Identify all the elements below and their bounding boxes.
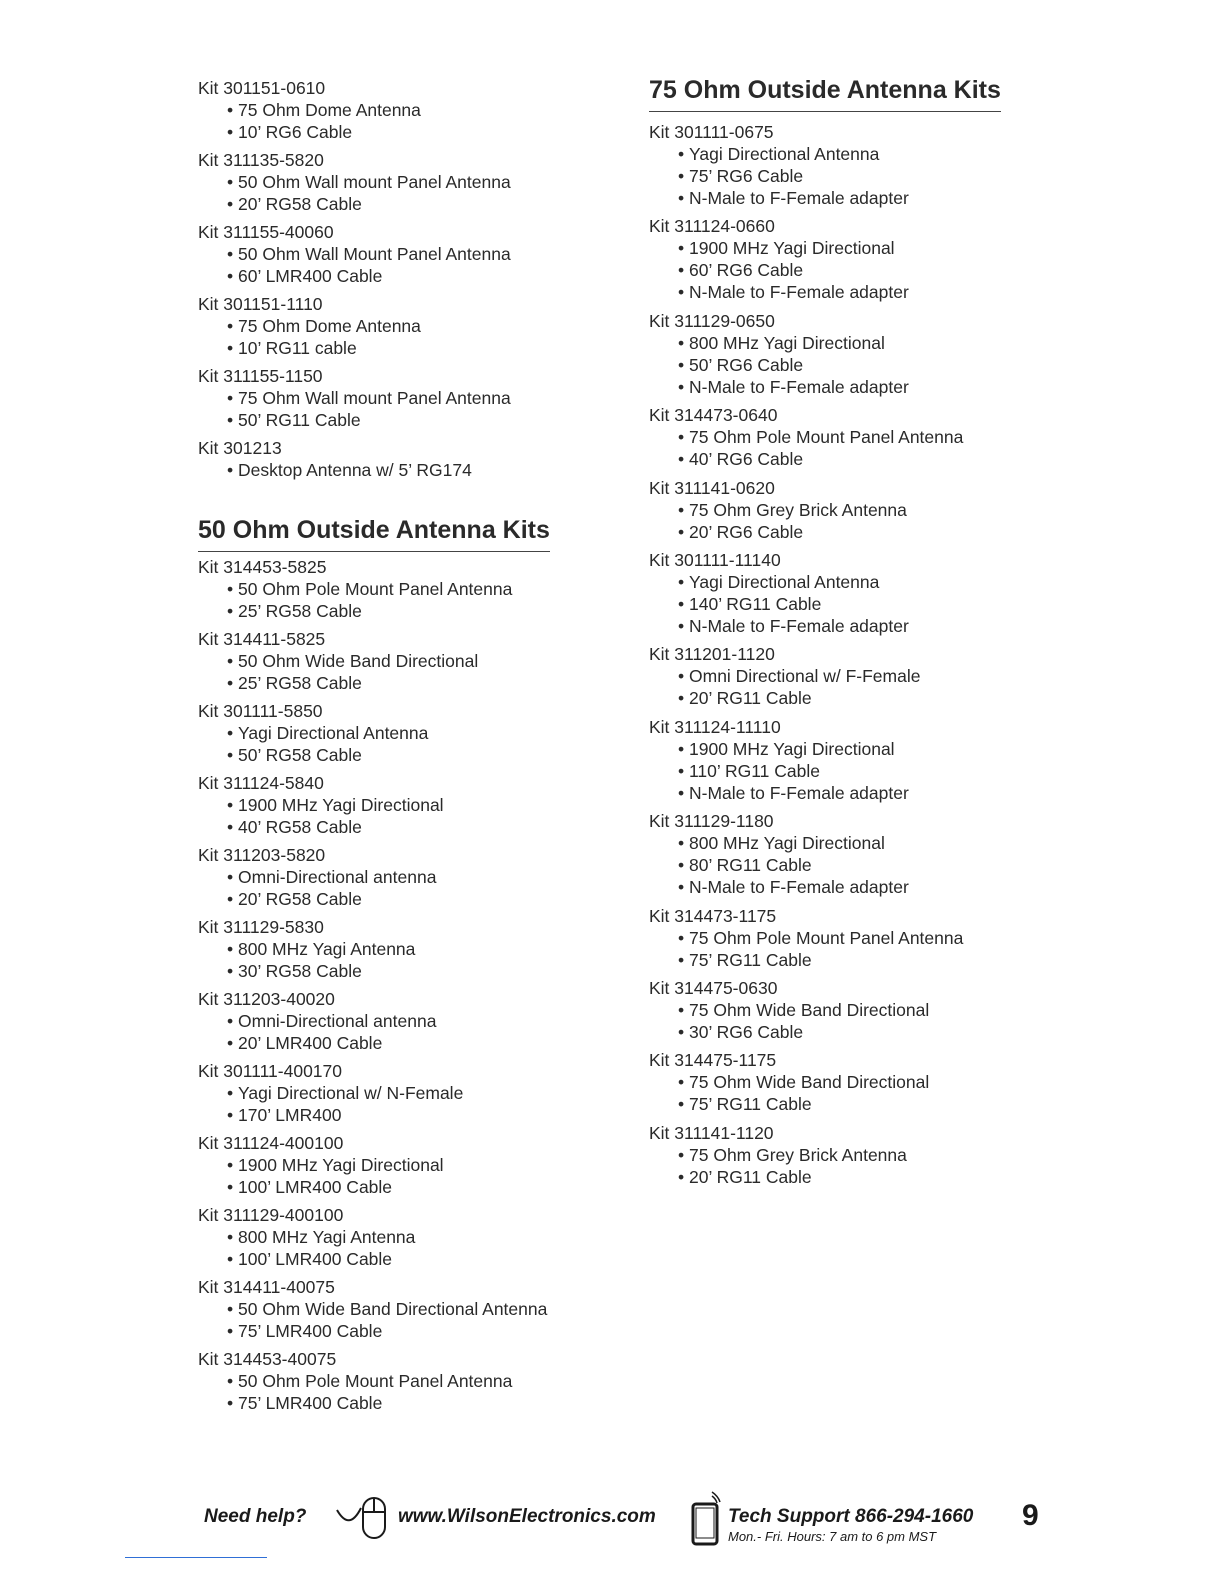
- kit-component: • N-Male to F-Female adapter: [649, 187, 909, 209]
- kit-component: • 75’ RG6 Cable: [649, 165, 909, 187]
- kit-entry: [649, 549, 909, 637]
- kit-component: • 50’ RG58 Cable: [198, 744, 428, 766]
- kit-component: • 1900 MHz Yagi Directional: [649, 738, 909, 760]
- kit-component: • 75 Ohm Wide Band Directional: [649, 999, 929, 1021]
- kit-component: • 75’ LMR400 Cable: [198, 1320, 547, 1342]
- kit-component: • 50’ RG6 Cable: [649, 354, 909, 376]
- kit-number: Kit 311141-1120: [649, 1122, 774, 1143]
- kit-number: Kit 311129-0650: [649, 310, 775, 331]
- kit-entry: [198, 77, 421, 143]
- kit-component: • N-Male to F-Female adapter: [649, 376, 909, 398]
- kit-number: Kit 311135-5820: [198, 150, 324, 170]
- kit-entry: [649, 716, 909, 804]
- kit-component: • 80’ RG11 Cable: [649, 854, 909, 876]
- kit-component: • 20’ LMR400 Cable: [198, 1032, 436, 1054]
- kit-entry: [198, 772, 444, 838]
- kit-component: • 20’ RG58 Cable: [198, 888, 436, 910]
- support-hours: Mon.- Fri. Hours: 7 am to 6 pm MST: [728, 1529, 937, 1544]
- kit-component: • 75 Ohm Grey Brick Antenna: [649, 499, 907, 521]
- kit-number: Kit 301111-11140: [649, 550, 781, 570]
- kit-entry: [198, 628, 478, 694]
- kit-number: Kit 314473-0640: [649, 405, 778, 426]
- kit-number: Kit 311155-40060: [198, 222, 334, 242]
- kit-component: • 25’ RG58 Cable: [198, 600, 512, 622]
- kit-component: • 60’ LMR400 Cable: [198, 265, 511, 287]
- kit-component: • 60’ RG6 Cable: [649, 259, 909, 281]
- section-heading-75-ohm: 75 Ohm Outside Antenna Kits: [649, 75, 1001, 112]
- kit-entry: [198, 1060, 463, 1126]
- kit-component: • 20’ RG6 Cable: [649, 521, 907, 543]
- kit-entry: [198, 221, 511, 287]
- kit-number: Kit 311141-0620: [649, 477, 775, 498]
- tech-support-text: Tech Support 866-294-1660: [728, 1506, 974, 1527]
- kit-component: • 75 Ohm Wide Band Directional: [649, 1071, 929, 1093]
- kit-component: • 20’ RG58 Cable: [198, 193, 511, 215]
- kit-number: Kit 314453-5825: [198, 557, 327, 577]
- divider: [125, 1557, 267, 1558]
- kit-component: • Omni-Directional antenna: [198, 866, 436, 888]
- kit-component: • 50 Ohm Wall Mount Panel Antenna: [198, 243, 511, 265]
- kit-component: • 75 Ohm Pole Mount Panel Antenna: [649, 426, 963, 448]
- kit-component: • 75 Ohm Pole Mount Panel Antenna: [649, 927, 963, 949]
- kit-component: • 50 Ohm Wall mount Panel Antenna: [198, 171, 511, 193]
- kit-entry: [649, 404, 963, 470]
- kit-entry: [198, 365, 511, 431]
- kit-component: • Desktop Antenna w/ 5’ RG174: [198, 459, 472, 481]
- kit-number: Kit 301111-0675: [649, 122, 774, 142]
- kit-number: Kit 311201-1120: [649, 644, 775, 665]
- kit-component: • 10’ RG6 Cable: [198, 121, 421, 143]
- kit-component: • 50’ RG11 Cable: [198, 409, 511, 431]
- kit-component: • 20’ RG11 Cable: [649, 1166, 907, 1188]
- kit-number: Kit 314475-1175: [649, 1050, 777, 1071]
- kit-component: • Omni Directional w/ F-Female: [649, 665, 920, 687]
- kit-entry: [198, 1276, 547, 1342]
- kit-number: Kit 311129-400100: [198, 1205, 344, 1225]
- kit-component: • 75’ RG11 Cable: [649, 1093, 929, 1115]
- kit-component: • 1900 MHz Yagi Directional: [198, 794, 444, 816]
- kit-component: • 1900 MHz Yagi Directional: [198, 1154, 444, 1176]
- kit-component: • 100’ LMR400 Cable: [198, 1248, 415, 1270]
- kit-component: • Yagi Directional Antenna: [649, 571, 909, 593]
- kit-entry: [198, 437, 472, 481]
- kit-entry: [649, 310, 909, 398]
- kit-entry: [198, 293, 421, 359]
- kit-component: • 40’ RG58 Cable: [198, 816, 444, 838]
- kit-component: • 30’ RG6 Cable: [649, 1021, 929, 1043]
- kit-number: Kit 314475-0630: [649, 978, 778, 998]
- page-number: 9: [1022, 1499, 1039, 1532]
- kit-entry: [198, 1348, 512, 1414]
- kit-entry: [649, 810, 909, 898]
- kit-component: • 50 Ohm Pole Mount Panel Antenna: [198, 578, 512, 600]
- kit-component: • N-Male to F-Female adapter: [649, 615, 909, 637]
- kit-entry: [198, 844, 436, 910]
- kit-component: • 75 Ohm Grey Brick Antenna: [649, 1144, 907, 1166]
- website-link[interactable]: www.WilsonElectronics.com: [398, 1506, 656, 1527]
- kit-component: • 75 Ohm Dome Antenna: [198, 99, 421, 121]
- kit-component: • N-Male to F-Female adapter: [649, 281, 909, 303]
- kit-component: • N-Male to F-Female adapter: [649, 782, 909, 804]
- kit-component: • Omni-Directional antenna: [198, 1010, 436, 1032]
- kit-component: • 10’ RG11 cable: [198, 337, 421, 359]
- kit-entry: [649, 1122, 907, 1188]
- kit-entry: [649, 977, 929, 1043]
- kit-number: Kit 314411-40075: [198, 1277, 335, 1297]
- kit-component: • 75 Ohm Wall mount Panel Antenna: [198, 387, 511, 409]
- kit-component: • 75’ RG11 Cable: [649, 949, 963, 971]
- kit-component: • 110’ RG11 Cable: [649, 760, 909, 782]
- kit-number: Kit 301111-400170: [198, 1061, 343, 1081]
- kit-number: Kit 311155-1150: [198, 366, 323, 386]
- kit-component: • 40’ RG6 Cable: [649, 448, 963, 470]
- kit-number: Kit 314453-40075: [198, 1349, 337, 1369]
- kit-entry: [198, 916, 415, 982]
- kit-component: • 25’ RG58 Cable: [198, 672, 478, 694]
- kit-entry: [198, 988, 436, 1054]
- kit-entry: [649, 1049, 929, 1115]
- kit-number: Kit 311203-40020: [198, 989, 335, 1009]
- kit-number: Kit 314473-1175: [649, 905, 777, 926]
- section-heading-50-ohm: 50 Ohm Outside Antenna Kits: [198, 515, 550, 552]
- kit-component: • 75’ LMR400 Cable: [198, 1392, 512, 1414]
- page-footer: [0, 1490, 1224, 1560]
- phone-icon: [690, 1486, 726, 1551]
- kit-component: • 170’ LMR400: [198, 1104, 463, 1126]
- kit-number: Kit 301213: [198, 438, 282, 458]
- kit-entry: [198, 556, 512, 622]
- kit-entry: [198, 1132, 444, 1198]
- kit-entry: [198, 149, 511, 215]
- kit-component: • 1900 MHz Yagi Directional: [649, 237, 909, 259]
- kit-number: Kit 311129-1180: [649, 811, 774, 832]
- kit-component: • Yagi Directional w/ N-Female: [198, 1082, 463, 1104]
- kit-entry: [198, 700, 428, 766]
- need-help-text: Need help?: [204, 1506, 307, 1527]
- kit-entry: [198, 1204, 415, 1270]
- kit-component: • 30’ RG58 Cable: [198, 960, 415, 982]
- kit-component: • 50 Ohm Wide Band Directional: [198, 650, 478, 672]
- kit-number: Kit 311203-5820: [198, 845, 326, 865]
- kit-component: • 800 MHz Yagi Antenna: [198, 938, 415, 960]
- kit-component: • N-Male to F-Female adapter: [649, 876, 909, 898]
- kit-component: • 800 MHz Yagi Directional: [649, 332, 909, 354]
- kit-number: Kit 311129-5830: [198, 917, 324, 937]
- kit-component: • 50 Ohm Pole Mount Panel Antenna: [198, 1370, 512, 1392]
- kit-number: Kit 311124-0660: [649, 216, 775, 237]
- kit-number: Kit 311124-11110: [649, 716, 781, 737]
- kit-number: Kit 301111-5850: [198, 701, 323, 721]
- kit-entry: [649, 477, 907, 543]
- kit-entry: [649, 215, 909, 303]
- kit-component: • 20’ RG11 Cable: [649, 687, 920, 709]
- kit-entry: [649, 643, 920, 709]
- kit-component: • 800 MHz Yagi Directional: [649, 832, 909, 854]
- kit-component: • 100’ LMR400 Cable: [198, 1176, 444, 1198]
- kit-component: • 140’ RG11 Cable: [649, 593, 909, 615]
- kit-component: • Yagi Directional Antenna: [198, 722, 428, 744]
- kit-entry: [649, 121, 909, 209]
- mouse-icon: [335, 1492, 391, 1549]
- kit-number: Kit 311124-5840: [198, 773, 324, 793]
- kit-component: • 800 MHz Yagi Antenna: [198, 1226, 415, 1248]
- kit-number: Kit 301151-0610: [198, 78, 326, 98]
- kit-number: Kit 301151-1110: [198, 294, 323, 314]
- kit-component: • 75 Ohm Dome Antenna: [198, 315, 421, 337]
- kit-number: Kit 314411-5825: [198, 629, 326, 649]
- kit-number: Kit 311124-400100: [198, 1133, 344, 1153]
- kit-component: • 50 Ohm Wide Band Directional Antenna: [198, 1298, 547, 1320]
- kit-entry: [649, 905, 963, 971]
- kit-component: • Yagi Directional Antenna: [649, 143, 909, 165]
